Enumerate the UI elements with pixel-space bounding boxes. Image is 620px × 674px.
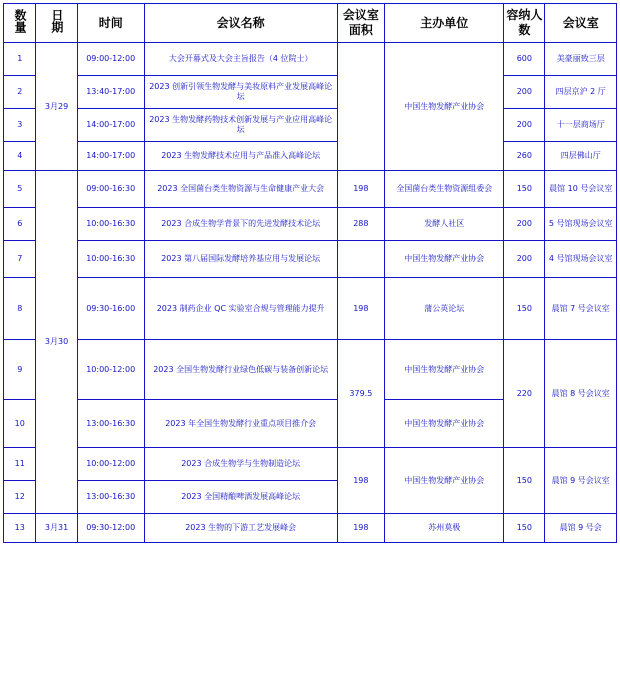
cell-meeting-name: 大会开幕式及大会主旨报告（4 位院士） [144, 43, 337, 76]
cell-quantity: 2 [4, 76, 36, 109]
cell-capacity: 200 [504, 109, 545, 142]
cell-meeting-name: 2023 生物发酵药物技术创新发展与产业应用高峰论坛 [144, 109, 337, 142]
cell-time: 14:00-17:00 [77, 142, 144, 171]
header-room-area: 会议室面积 [337, 4, 385, 43]
table-row [4, 514, 617, 543]
cell-time: 13:40-17:00 [77, 76, 144, 109]
header-quantity [4, 4, 36, 43]
cell-organizer: 蒲公英论坛 [385, 278, 504, 340]
cell-time: 10:00-16:30 [77, 241, 144, 278]
cell-capacity: 200 [504, 76, 545, 109]
cell-organizer: 中国生物发酵产业协会 [385, 340, 504, 400]
cell-meeting-name: 2023 生物的下游工艺发展峰会 [144, 514, 337, 543]
cell-quantity: 13 [4, 514, 36, 543]
cell-meeting-name: 2023 合成生物学与生物制造论坛 [144, 448, 337, 481]
cell-time: 09:00-16:30 [77, 171, 144, 208]
table-row [4, 76, 617, 109]
header-organizer: 主办单位 [385, 4, 504, 43]
cell-organizer: 全国菌台类生物资源组委会 [385, 171, 504, 208]
table-row [4, 208, 617, 241]
cell-time: 09:30-12:00 [77, 514, 144, 543]
cell-meeting-room: 四层佛山厅 [545, 142, 617, 171]
cell-time: 10:00-12:00 [77, 448, 144, 481]
cell-meeting-name: 2023 第八届国际发酵培养基应用与发展论坛 [144, 241, 337, 278]
cell-meeting-room: 四层京沪 2 厅 [545, 76, 617, 109]
table-row [4, 448, 617, 481]
cell-meeting-name: 2023 年全国生物发酵行业重点项目推介会 [144, 400, 337, 448]
cell-time: 09:00-12:00 [77, 43, 144, 76]
meeting-schedule-table [3, 3, 617, 543]
cell-quantity: 7 [4, 241, 36, 278]
cell-capacity: 600 [504, 43, 545, 76]
cell-time: 10:00-16:30 [77, 208, 144, 241]
cell-meeting-name: 2023 全国生物发酵行业绿色低碳与装备创新论坛 [144, 340, 337, 400]
cell-quantity: 5 [4, 171, 36, 208]
table-row [4, 340, 617, 400]
header-meeting-room: 会议室 [545, 4, 617, 43]
header-capacity: 容纳人数 [504, 4, 545, 43]
cell-meeting-room: 美豪丽致三层 [545, 43, 617, 76]
cell-quantity: 6 [4, 208, 36, 241]
cell-meeting-room: 5 号馆现场会议室 [545, 208, 617, 241]
cell-organizer: 中国生物发酵产业协会 [385, 448, 504, 514]
cell-time: 10:00-12:00 [77, 340, 144, 400]
cell-room-area: 198 [337, 514, 385, 543]
cell-quantity: 11 [4, 448, 36, 481]
cell-date: 3月29 [36, 43, 77, 171]
cell-meeting-name: 2023 生物发酵技术应用与产品准入高峰论坛 [144, 142, 337, 171]
cell-time: 09:30-16:00 [77, 278, 144, 340]
cell-room-area: 198 [337, 448, 385, 514]
cell-room-area: 198 [337, 171, 385, 208]
cell-quantity: 1 [4, 43, 36, 76]
cell-capacity: 260 [504, 142, 545, 171]
cell-room-area [337, 241, 385, 278]
cell-capacity: 200 [504, 241, 545, 278]
cell-capacity: 200 [504, 208, 545, 241]
table-header-row [4, 4, 617, 43]
cell-meeting-room: 晨馆 7 号会议室 [545, 278, 617, 340]
table-row [4, 43, 617, 76]
header-quantity-label: 数量 [13, 9, 28, 33]
cell-room-area: 198 [337, 278, 385, 340]
cell-meeting-name: 2023 制药企业 QC 实验室合规与管理能力提升 [144, 278, 337, 340]
header-date [36, 4, 77, 43]
header-date-label: 日期 [49, 9, 64, 33]
cell-quantity: 4 [4, 142, 36, 171]
cell-meeting-room: 晨馆 10 号会议室 [545, 171, 617, 208]
cell-time: 13:00-16:30 [77, 481, 144, 514]
cell-quantity: 3 [4, 109, 36, 142]
cell-time: 14:00-17:00 [77, 109, 144, 142]
cell-organizer: 中国生物发酵产业协会 [385, 43, 504, 171]
cell-meeting-room: 晨馆 9 号会 [545, 514, 617, 543]
table-row [4, 109, 617, 142]
cell-meeting-name: 2023 创新引领生物发酵与美妆原料产业发展高峰论坛 [144, 76, 337, 109]
table-row [4, 278, 617, 340]
cell-capacity: 150 [504, 514, 545, 543]
cell-capacity: 150 [504, 171, 545, 208]
cell-meeting-room: 晨馆 9 号会议室 [545, 448, 617, 514]
cell-meeting-name: 2023 合成生物学背景下的先进发酵技术论坛 [144, 208, 337, 241]
cell-meeting-room: 4 号馆现场会议室 [545, 241, 617, 278]
cell-time: 13:00-16:30 [77, 400, 144, 448]
cell-room-area [337, 43, 385, 171]
cell-capacity: 220 [504, 340, 545, 448]
cell-quantity: 8 [4, 278, 36, 340]
cell-capacity: 150 [504, 448, 545, 514]
cell-date: 3月31 [36, 514, 77, 543]
cell-organizer: 中国生物发酵产业协会 [385, 241, 504, 278]
cell-organizer: 发酵人社区 [385, 208, 504, 241]
cell-quantity: 9 [4, 340, 36, 400]
schedule-document [0, 3, 620, 674]
cell-room-area: 288 [337, 208, 385, 241]
cell-organizer: 苏州莫极 [385, 514, 504, 543]
cell-room-area: 379.5 [337, 340, 385, 448]
cell-meeting-name: 2023 全国精酿啤酒发展高峰论坛 [144, 481, 337, 514]
header-time: 时间 [77, 4, 144, 43]
table-row [4, 241, 617, 278]
table-row [4, 142, 617, 171]
cell-date: 3月30 [36, 171, 77, 514]
cell-meeting-room: 晨馆 8 号会议室 [545, 340, 617, 448]
cell-capacity: 150 [504, 278, 545, 340]
cell-organizer: 中国生物发酵产业协会 [385, 400, 504, 448]
cell-meeting-room: 十一层商场厅 [545, 109, 617, 142]
cell-meeting-name: 2023 全国菌台类生物资源与生命健康产业大会 [144, 171, 337, 208]
cell-quantity: 12 [4, 481, 36, 514]
cell-quantity: 10 [4, 400, 36, 448]
header-meeting-name: 会议名称 [144, 4, 337, 43]
table-row [4, 171, 617, 208]
